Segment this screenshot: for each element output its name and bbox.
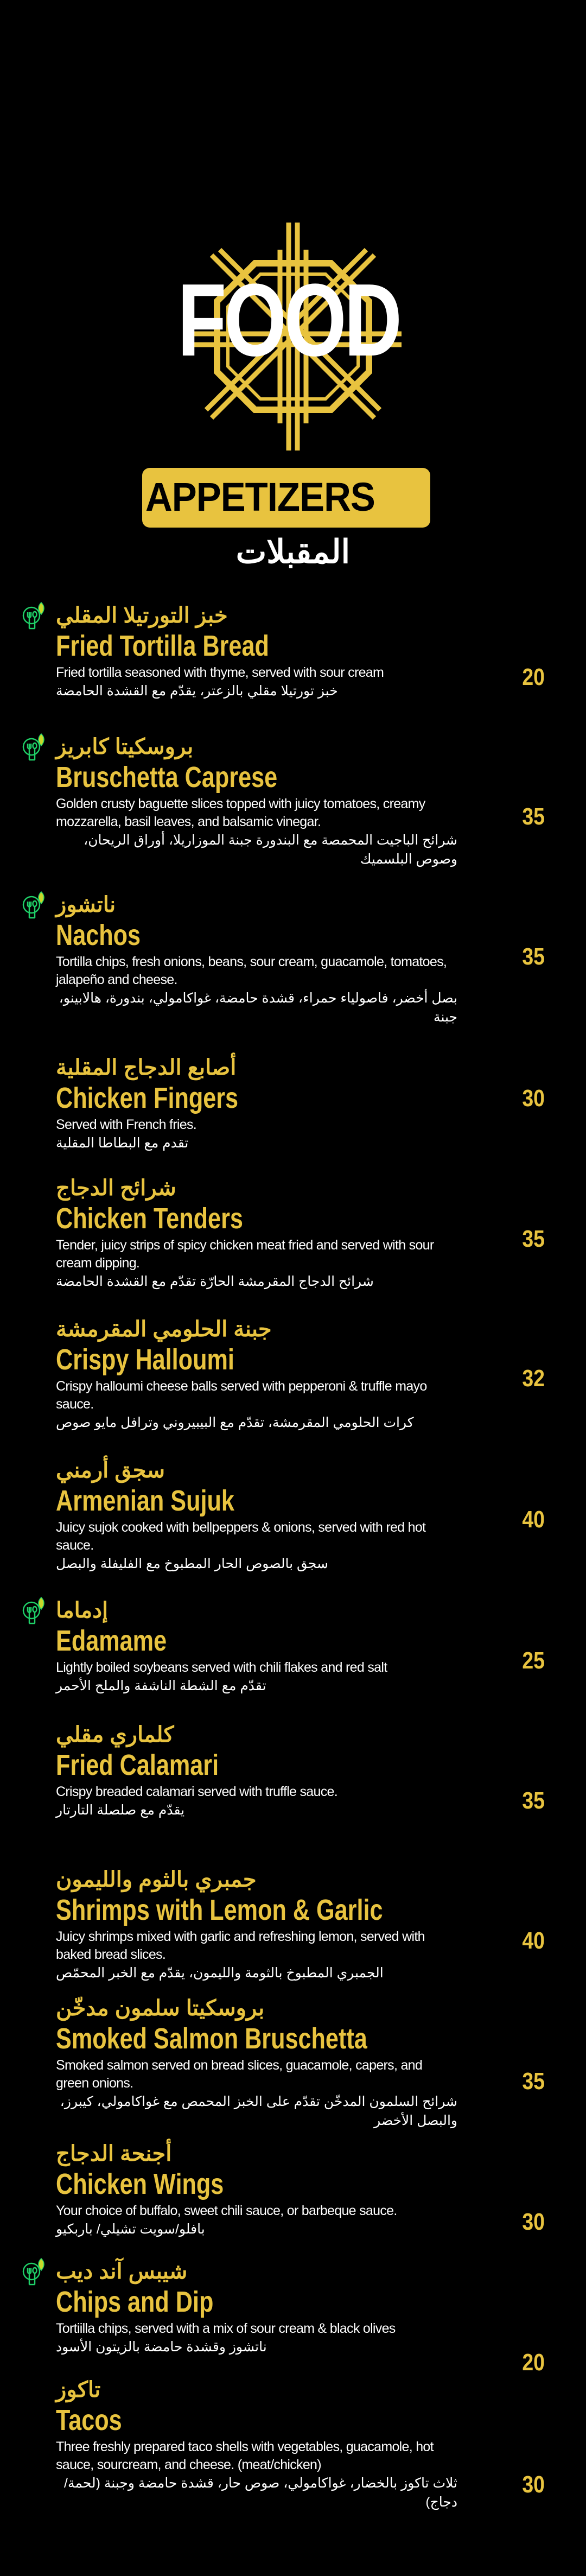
item-title: Edamame bbox=[56, 1625, 167, 1657]
item-title: Tacos bbox=[56, 2404, 122, 2437]
item-description: Golden crusty baguette slices topped with juicy tomatoes, creamy mozzarella, basil leaves, and balsamic vinegar. bbox=[56, 796, 425, 829]
item-description-block bbox=[56, 1928, 457, 1983]
item-price: 30 bbox=[522, 2471, 545, 2498]
item-title-arabic: أجنحة الدجاج bbox=[56, 2142, 172, 2166]
item-title: Bruschetta Caprese bbox=[56, 761, 278, 794]
item-description: Your choice of buffalo, sweet chili sauce, or barbeque sauce. bbox=[56, 2203, 397, 2218]
item-description: Three freshly prepared taco shells with vegetables, guacamole, hot sauce, sourcream, and cheese. (meat/chicken) bbox=[56, 2439, 434, 2472]
item-description-block bbox=[56, 1519, 457, 1573]
logo-text: FOOD bbox=[177, 263, 400, 378]
item-title-arabic: إدماما bbox=[56, 1598, 109, 1622]
item-price: 30 bbox=[522, 2209, 545, 2235]
item-title: Chips and Dip bbox=[56, 2286, 214, 2318]
item-description-block bbox=[56, 1236, 457, 1291]
item-price: 32 bbox=[522, 1365, 545, 1392]
item-description-arabic: سجق بالصوص الحار المطبوخ مع الفليفلة والبصل bbox=[56, 1556, 328, 1571]
item-price: 35 bbox=[522, 2068, 545, 2095]
item-title-arabic: سجق أرمني bbox=[56, 1458, 165, 1482]
item-title-arabic: جبنة الحلومي المقرمشة bbox=[56, 1317, 272, 1341]
item-description-block bbox=[56, 953, 457, 1027]
item-title-arabic: ناتشوز bbox=[56, 893, 116, 917]
item-description-block bbox=[56, 1659, 457, 1696]
item-title: Chicken Fingers bbox=[56, 1082, 239, 1114]
item-title: Chicken Tenders bbox=[56, 1202, 243, 1235]
item-description-arabic: شرائح الباجيت المحمصة مع البندورة جبنة الموزاريلا، أوراق الريحان، وصوص البلسميك bbox=[84, 833, 457, 867]
item-description-block bbox=[56, 664, 457, 701]
item-description-arabic: شرائح السلمون المدخّن تقدّم على الخبز المحمص مع غواكامولي، كيبرز، والبصل الأخضر bbox=[60, 2094, 457, 2128]
item-title-arabic: جمبري بالثوم والليمون bbox=[56, 1868, 257, 1892]
item-description-block bbox=[56, 2438, 457, 2512]
item-description-arabic: خبز تورتيلا مقلي بالزعتر، يقدّم مع القشدة الحامضة bbox=[56, 683, 338, 699]
item-title-arabic: كلماري مقلي bbox=[56, 1723, 174, 1747]
item-description-arabic: ثلاث تاكوز بالخضار، غواكامولي، صوص حار، قشدة حامضة وجبنة (لحمة/دجاج) bbox=[64, 2476, 457, 2510]
item-price: 35 bbox=[522, 803, 545, 830]
item-title-arabic: شيبس آند ديب bbox=[56, 2260, 188, 2283]
item-price: 35 bbox=[522, 1226, 545, 1252]
item-price: 25 bbox=[522, 1647, 545, 1674]
item-description: Tender, juicy strips of spicy chicken meat fried and served with sour cream dipping. bbox=[56, 1238, 434, 1271]
item-description-arabic: كرات الحلومي المقرمشة، تقدّم مع البيبيروني وترافل مايو صوص bbox=[56, 1415, 414, 1430]
item-description: Tortiilla chips, served with a mix of sour cream & black olives bbox=[56, 2321, 396, 2336]
item-description: Tortilla chips, fresh onions, beans, sour cream, guacamole, tomatoes, jalapeño and cheese. bbox=[56, 954, 447, 987]
item-title: Fried Calamari bbox=[56, 1749, 219, 1781]
vegetarian-icon bbox=[22, 2257, 47, 2286]
item-description-arabic: شرائح الدجاج المقرمشة الحارّة تقدّم مع القشدة الحامضة bbox=[56, 1274, 374, 1289]
item-description-block bbox=[56, 2202, 457, 2239]
section-title-arabic: المقبلات bbox=[235, 533, 351, 571]
item-title-arabic: تاكوز bbox=[56, 2378, 101, 2402]
item-title: Smoked Salmon Bruschetta bbox=[56, 2022, 367, 2055]
item-description-block bbox=[56, 2057, 457, 2130]
item-price: 20 bbox=[522, 664, 545, 690]
item-description: Served with French fries. bbox=[56, 1117, 196, 1132]
item-title: Armenian Sujuk bbox=[56, 1484, 234, 1517]
item-description-block bbox=[56, 1116, 457, 1153]
vegetarian-icon bbox=[22, 1596, 47, 1625]
item-description: Fried tortilla seasoned with thyme, served with sour cream bbox=[56, 665, 384, 680]
item-description-block bbox=[56, 795, 457, 869]
item-title-arabic: شرائح الدجاج bbox=[56, 1176, 176, 1200]
item-description-arabic: تقدّم مع الشطة الناشفة والملح الأحمر bbox=[56, 1678, 266, 1693]
item-description: Crispy halloumi cheese balls served with pepperoni & truffle mayo sauce. bbox=[56, 1379, 427, 1412]
item-title-arabic: خبز التورتيلا المقلي bbox=[56, 604, 228, 627]
item-description-arabic: ناتشوز وقشدة حامضة بالزيتون الأسود bbox=[56, 2339, 267, 2355]
item-description: Crispy breaded calamari served with truffle sauce. bbox=[56, 1784, 337, 1799]
item-description-arabic: يقدّم مع صلصلة التارتار bbox=[56, 1803, 185, 1818]
item-description: Smoked salmon served on bread slices, guacamole, capers, and green onions. bbox=[56, 2058, 423, 2091]
section-title: APPETIZERS bbox=[145, 474, 375, 519]
item-price: 40 bbox=[522, 1506, 545, 1533]
item-description: Juicy shrimps mixed with garlic and refreshing lemon, served with baked bread slices. bbox=[56, 1929, 425, 1962]
item-title-arabic: بروسكيتا كابريز bbox=[56, 735, 194, 759]
item-price: 20 bbox=[522, 2349, 545, 2376]
item-title: Fried Tortilla Bread bbox=[56, 630, 269, 662]
item-price: 30 bbox=[522, 1085, 545, 1112]
item-title: Shrimps with Lemon & Garlic bbox=[56, 1894, 383, 1926]
item-description-arabic: تقدم مع البطاطا المقلية bbox=[56, 1135, 189, 1151]
item-description-arabic: بافلو/سويت تشيلي/ باربكيو bbox=[56, 2222, 205, 2237]
item-price: 35 bbox=[522, 943, 545, 970]
vegetarian-icon bbox=[22, 601, 47, 630]
item-description-arabic: بصل أخضر، فاصولياء حمراء، قشدة حامضة، غواكامولي، بندورة، هالابينو، جبنة bbox=[59, 991, 457, 1025]
item-description-block bbox=[56, 1378, 457, 1432]
item-description-block bbox=[56, 1783, 457, 1820]
item-title: Crispy Halloumi bbox=[56, 1343, 234, 1376]
item-title-arabic: بروسكيتا سلمون مدخّن bbox=[56, 1996, 265, 2020]
item-description-block bbox=[56, 2320, 457, 2357]
item-title: Nachos bbox=[56, 919, 141, 951]
item-description-arabic: الجمبري المطبوخ بالثومة والليمون، يقدّم مع الخبر المحمّص bbox=[56, 1965, 384, 1981]
item-title-arabic: أصابع الدجاج المقلية bbox=[56, 1056, 237, 1080]
item-title: Chicken Wings bbox=[56, 2168, 224, 2200]
item-price: 35 bbox=[522, 1787, 545, 1814]
vegetarian-icon bbox=[22, 891, 47, 919]
vegetarian-icon bbox=[22, 733, 47, 761]
item-description: Lightly boiled soybeans served with chili flakes and red salt bbox=[56, 1660, 387, 1675]
item-price: 40 bbox=[522, 1927, 545, 1954]
section-badge bbox=[142, 468, 430, 528]
item-description: Juicy sujok cooked with bellpeppers & onions, served with red hot sauce. bbox=[56, 1520, 426, 1553]
